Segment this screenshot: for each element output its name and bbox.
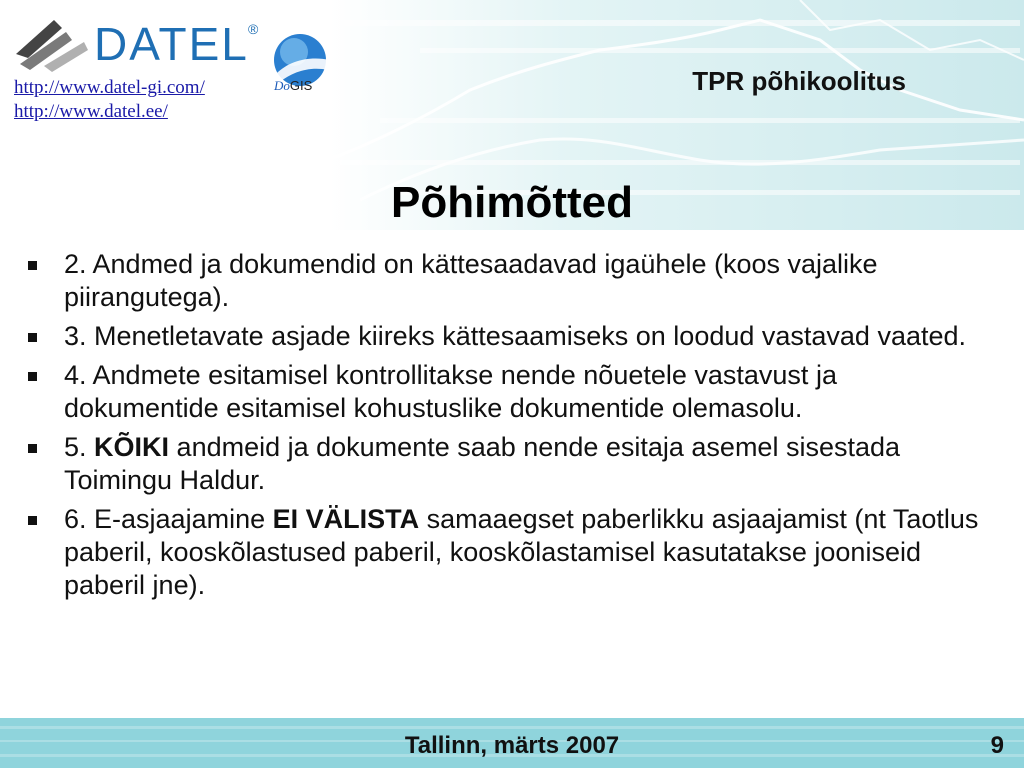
- footer-bar: [0, 718, 1024, 768]
- bullet-square-icon: [28, 372, 37, 381]
- datel-logo-text: DATEL: [94, 18, 249, 70]
- datel-logo-mark-icon: [16, 20, 88, 72]
- header-links: [14, 76, 205, 124]
- list-item: 2. Andmed ja dokumendid on kättesaadavad igaühele (koos vajalike piirangutega).: [28, 248, 988, 314]
- list-item: 6. E-asjaajamine EI VÄLISTA samaaegset paberlikku asjaajamist (nt Taotlus paberil, kooskõlastused paberil, kooskõlastamisel kasutatakse jooniseid paberil jne).: [28, 503, 988, 602]
- list-item: 4. Andmete esitamisel kontrollitakse nende nõuetele vastavust ja dokumentide esitamisel kohustuslike dokumentide olemasolu.: [28, 359, 988, 425]
- footer-location-date: Tallinn, märts 2007: [404, 732, 620, 759]
- bullet-square-icon: [28, 516, 37, 525]
- list-item: 5. KÕIKI andmeid ja dokumente saab nende esitaja asemel sisestada Toimingu Haldur.: [28, 431, 988, 497]
- slide-title: Põhimõtted: [391, 178, 633, 227]
- link-datel-gi[interactable]: http://www.datel-gi.com/: [14, 77, 205, 98]
- dogis-label: DoGIS: [274, 78, 313, 93]
- bullet-square-icon: [28, 444, 37, 453]
- page-number: 9: [990, 732, 1004, 759]
- list-item: 3. Menetletavate asjade kiireks kättesaamiseks on loodud vastavad vaated.: [28, 320, 988, 353]
- course-title: TPR põhikoolitus: [692, 66, 906, 96]
- link-datel-ee[interactable]: http://www.datel.ee/: [14, 101, 168, 122]
- registered-mark: ®: [248, 21, 259, 37]
- bullet-list: [28, 248, 988, 608]
- bullet-square-icon: [28, 333, 37, 342]
- datel-logo: [14, 14, 264, 74]
- bullet-square-icon: [28, 261, 37, 270]
